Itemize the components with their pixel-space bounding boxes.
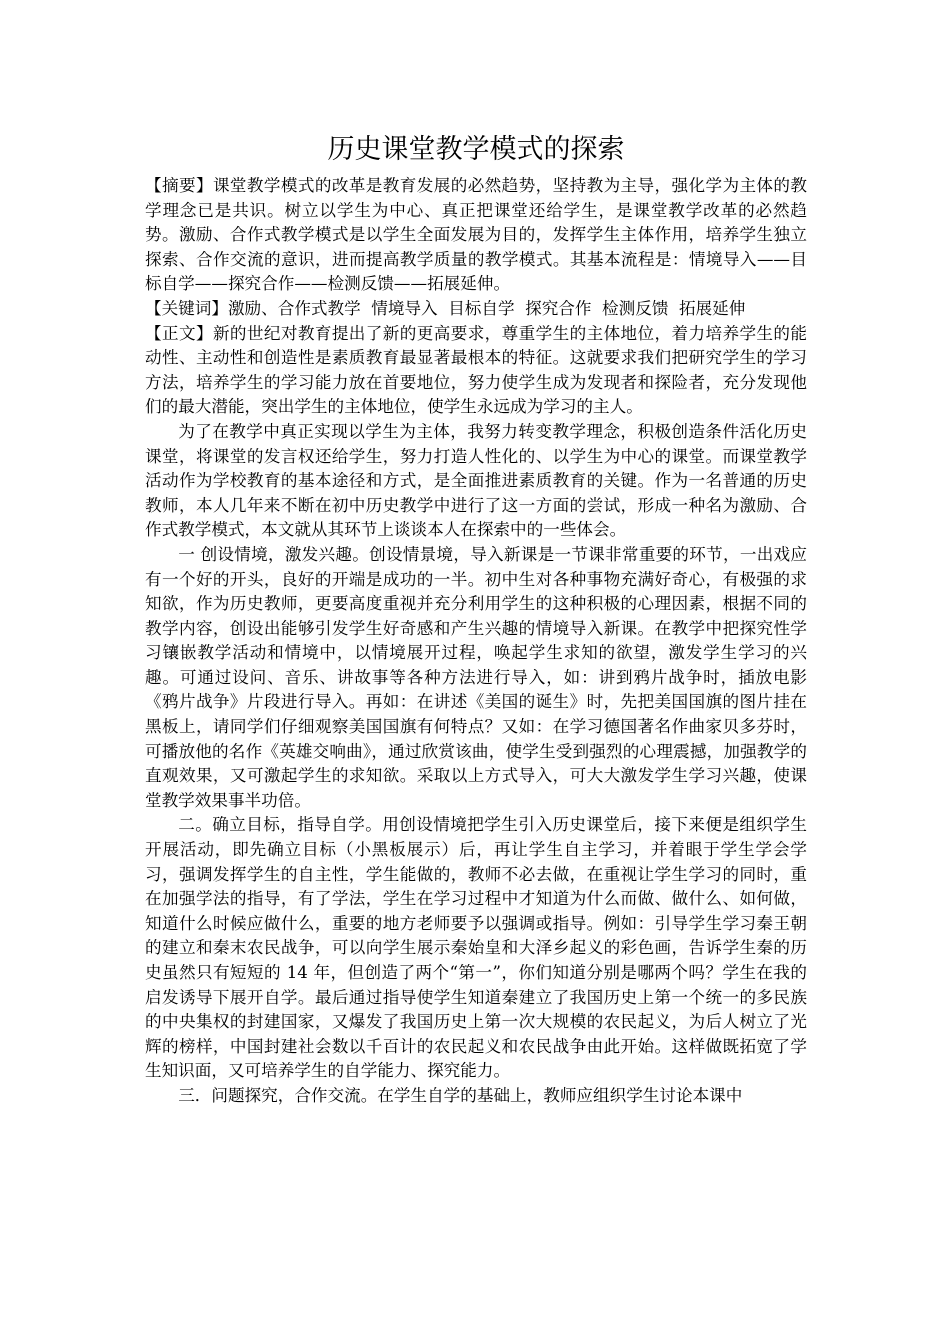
keywords-text: 激励、合作式教学 情境导入 目标自学 探究合作 检测反馈 拓展延伸 <box>227 298 746 318</box>
document-page <box>145 128 807 1109</box>
body-intro-label: 【正文】 <box>145 323 213 343</box>
body-paragraph-intro: 为了在教学中真正实现以学生为主体，我努力转变教学理念，积极创造条件活化历史课堂，将课堂的发言权还给学生，努力打造人性化的、以学生为中心的课堂。而课堂教学活动作为学校教育的基本途径和方式，是全面推进素质教育的关键。作为一名普通的历史教师，本人几年来不断在初中历史教学中进行了这一方面的尝试，形成一种名为激励、合作式教学模式，本文就从其环节上谈谈本人在探索中的一些体会。 <box>145 421 807 540</box>
abstract-paragraph <box>145 174 807 297</box>
body-intro-text: 新的世纪对教育提出了新的更高要求，尊重学生的主体地位，着力培养学生的能动性、主动性和创造性是素质教育最显著最根本的特征。这就要求我们把研究学生的学习方法，培养学生的学习能力放在首要地位，努力使学生成为发现者和探险者，充分发现他们的最大潜能，突出学生的主体地位，使学生永远成为学习的主人。 <box>145 323 807 417</box>
document-title: 历史课堂教学模式的探索 <box>327 134 625 165</box>
keywords-paragraph <box>145 297 807 322</box>
abstract-label: 【摘要】 <box>145 176 213 195</box>
keywords-label: 【关键词】 <box>145 298 228 318</box>
body-paragraph-section-1: 一 创设情境，激发兴趣。创设情景境，导入新课是一节课非常重要的环节，一出戏应有一个好的开头，良好的开端是成功的一半。初中生对各种事物充满好奇心，有极强的求知欲，作为历史教师，更要高度重视并充分利用学生的这种积极的心理因素，根据不同的教学内容，创设出能够引发学生好奇感和产生兴趣的情境导入新课。在教学中把探究性学习镶嵌教学活动和情境中，以情境展开过程，唤起学生求知的欲望，激发学生学习的兴趣。可通过设问、音乐、讲故事等各种方法进行导入，如：讲到鸦片战争时，插放电影《鸦片战争》片段进行导入。再如：在讲述《美国的诞生》时，先把美国国旗的图片挂在黑板上，请同学们仔细观察美国国旗有何特点？又如：在学习德国著名作曲家贝多芬时，可播放他的名作《英雄交响曲》，通过欣赏该曲，使学生受到强烈的心理震撼，加强教学的直观效果，又可激起学生的求知欲。采取以上方式导入，可大大激发学生学习兴趣，使课堂教学效果事半功倍。 <box>145 544 807 810</box>
body-paragraph-section-2: 二。确立目标，指导自学。用创设情境把学生引入历史课堂后，接下来便是组织学生开展活动，即先确立目标（小黑板展示）后，再让学生自主学习，并着眼于学生学会学习，强调发挥学生的自主性，学生能做的，教师不必去做，在重视让学生学习的同时，重在加强学法的指导，有了学法，学生在学习过程中才知道为什么而做、做什么、如何做，知道什么时候应做什么，重要的地方老师要予以强调或指导。例如：引导学生学习秦王朝的建立和秦末农民战争，可以向学生展示秦始皇和大泽乡起义的彩色画，告诉学生秦的历史虽然只有短短的 14 年，但创造了两个“第一”，你们知道分别是哪两个吗？学生在我的启发诱导下展开自学。最后通过指导使学生知道秦建立了我国历史上第一个统一的多民族的中央集权的封建国家，又爆发了我国历史上第一次大规模的农民起义，为后人树立了光辉的榜样，中国封建社会数以千百计的农民起义和农民战争由此开始。这样做既拓宽了学生知识面，又可培养学生的自学能力、探究能力。 <box>145 815 807 1081</box>
body-paragraph-section-3: 三．问题探究，合作交流。在学生自学的基础上，教师应组织学生讨论本课中 <box>178 1085 743 1105</box>
body-intro-paragraph <box>145 322 807 420</box>
abstract-text: 课堂教学模式的改革是教育发展的必然趋势，坚持教为主导，强化学为主体的教学理念已是共识。树立以学生为中心、真正把课堂还给学生，是课堂教学改革的必然趋势。激励、合作式教学模式是以学生全面发展为目的，发挥学生主体作用，培养学生独立探索、合作交流的意识，进而提高教学质量的教学模式。其基本流程是：情境导入——目标自学——探究合作——检测反馈——拓展延伸。 <box>145 176 807 294</box>
